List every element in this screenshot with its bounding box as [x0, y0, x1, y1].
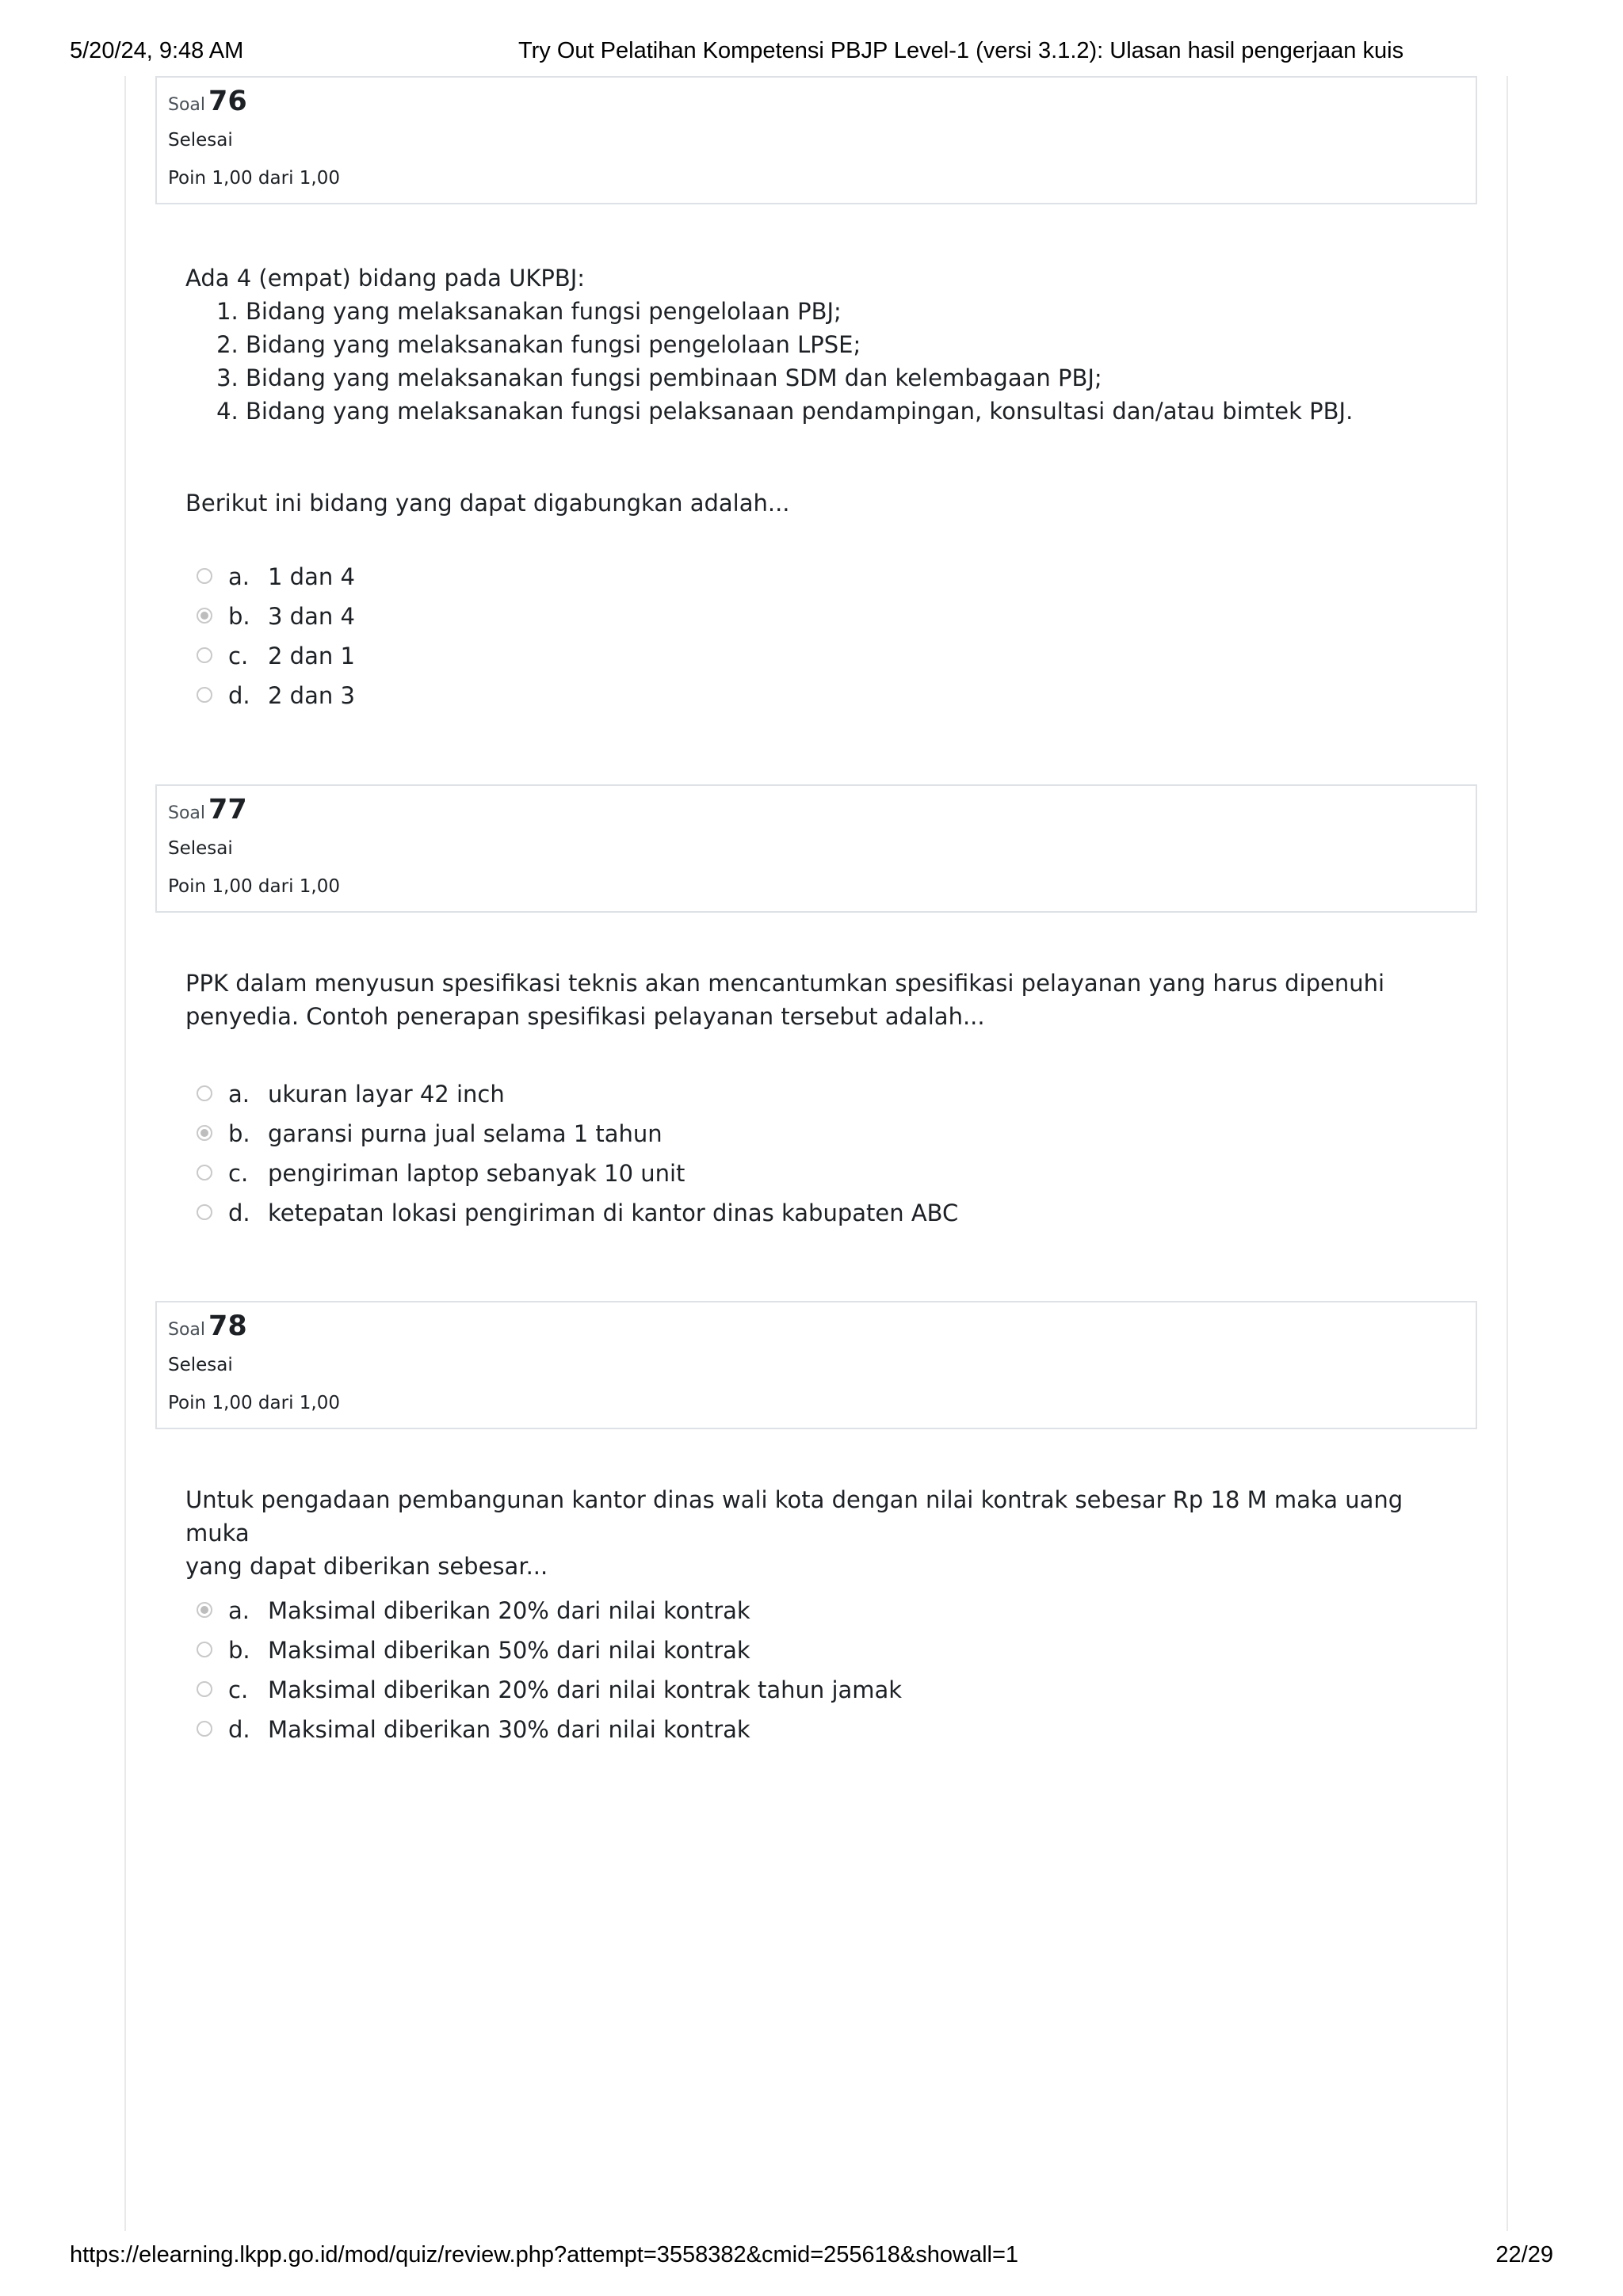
print-datetime: 5/20/24, 9:48 AM	[70, 38, 244, 63]
radio-button[interactable]	[197, 1204, 212, 1220]
print-footer	[70, 2242, 1553, 2274]
question-text	[185, 261, 1445, 520]
question-info	[155, 76, 1477, 204]
radio-button-selected[interactable]	[197, 1602, 212, 1618]
print-page-title: Try Out Pelatihan Kompetensi PBJP Level-1 (versi 3.1.2): Ulasan hasil pengerjaan kuis	[518, 38, 1404, 63]
radio-button[interactable]	[197, 1642, 212, 1657]
question-76: Soal 76 Selesai Poin 1,00 dari 1,00 Ada 4 (empat) bidang pada UKPBJ: 1. Bidang yang melaksanakan fungsi pengelolaan PBJ; 2. Bidang yang melaksanakan fungsi pengelolaan LPSE; 3. Bidang yang melaksanakan fungsi pembinaan SDM dan kelembagaan PBJ; 4. Bidang yang melaksanakan fungsi pelaksanaan pendampingan, konsultasi dan/atau bimtek PBJ. Berikut ini bidang yang dapat digabungkan adalah... a. 1 dan 4 b. 3 dan 4 c. 2 dan 1 d. 2 dan 3	[155, 76, 1477, 734]
question-number	[168, 1310, 247, 1342]
question-prompt-line: yang dapat diberikan sebesar...	[185, 1553, 548, 1580]
question-list	[185, 295, 1445, 428]
question-label: Soal	[168, 1320, 206, 1340]
question-77: Soal 77 Selesai Poin 1,00 dari 1,00 PPK dalam menyusun spesifikasi teknis akan mencantumkan spesifikasi pelayanan yang harus dipenuhi penyedia. Contoh penerapan spesifikasi pelayanan tersebut adalah... a. ukuran layar 42 inch b. garansi purna jual selama 1 tahun c. pengiriman laptop sebanyak 10 unit d. ketepatan lokasi pengiriman di kantor dinas kabupaten ABC	[155, 784, 1477, 1260]
question-prompt-line: penyedia. Contoh penerapan spesifikasi pelayanan tersebut adalah...	[185, 1003, 985, 1030]
question-info	[155, 784, 1477, 913]
question-text	[185, 967, 1445, 1033]
radio-button[interactable]	[197, 687, 212, 703]
list-item: 3. Bidang yang melaksanakan fungsi pembinaan SDM dan kelembagaan PBJ;	[246, 361, 1445, 395]
question-info	[155, 1301, 1477, 1429]
question-prompt-line: PPK dalam menyusun spesifikasi teknis akan mencantumkan spesifikasi pelayanan yang harus dipenuhi	[185, 970, 1385, 997]
print-header	[70, 38, 1553, 70]
list-item: 1. Bidang yang melaksanakan fungsi pengelolaan PBJ;	[246, 295, 1445, 328]
question-78: Soal 78 Selesai Poin 1,00 dari 1,00 Untuk pengadaan pembangunan kantor dinas wali kota dengan nilai kontrak sebesar Rp 18 M maka uang muka yang dapat diberikan sebesar... a. Maksimal diberikan 20% dari nilai kontrak b. Maksimal diberikan 50% dari nilai kontrak c. Maksimal diberikan 20% dari nilai kontrak tahun jamak d. Maksimal diberikan 30% dari nilai kontrak	[155, 1301, 1477, 1776]
question-intro: Ada 4 (empat) bidang pada UKPBJ:	[185, 265, 586, 292]
list-item: 4. Bidang yang melaksanakan fungsi pelaksanaan pendampingan, konsultasi dan/atau bimtek PBJ.	[246, 395, 1445, 428]
list-item: 2. Bidang yang melaksanakan fungsi pengelolaan LPSE;	[246, 328, 1445, 361]
page-border-right	[1507, 76, 1508, 2231]
question-prompt-line: Untuk pengadaan pembangunan kantor dinas wali kota dengan nilai kontrak sebesar Rp 18 M maka uang muka	[185, 1486, 1403, 1547]
print-url: https://elearning.lkpp.go.id/mod/quiz/review.php?attempt=3558382&cmid=255618&showall=1	[70, 2242, 1019, 2267]
question-grade: Poin 1,00 dari 1,00	[168, 876, 340, 897]
question-label: Soal	[168, 95, 206, 115]
question-number-value: 78	[208, 1310, 247, 1342]
question-number	[168, 794, 247, 826]
question-state: Selesai	[168, 838, 233, 859]
page-number: 22/29	[1495, 2242, 1553, 2267]
radio-button[interactable]	[197, 1165, 212, 1180]
question-label: Soal	[168, 803, 206, 823]
radio-button[interactable]	[197, 1681, 212, 1697]
question-grade: Poin 1,00 dari 1,00	[168, 1393, 340, 1413]
question-number	[168, 86, 247, 117]
question-state: Selesai	[168, 130, 233, 151]
radio-button-selected[interactable]	[197, 608, 212, 624]
radio-button-selected[interactable]	[197, 1125, 212, 1141]
question-number-value: 76	[208, 86, 247, 117]
radio-button[interactable]	[197, 647, 212, 663]
page-border-left	[124, 76, 126, 2231]
question-state: Selesai	[168, 1355, 233, 1375]
radio-button[interactable]	[197, 1721, 212, 1737]
radio-button[interactable]	[197, 1085, 212, 1101]
question-text	[185, 1483, 1445, 1583]
question-prompt: Berikut ini bidang yang dapat digabungkan adalah...	[185, 490, 790, 517]
question-grade: Poin 1,00 dari 1,00	[168, 168, 340, 189]
radio-button[interactable]	[197, 568, 212, 584]
question-number-value: 77	[208, 794, 247, 826]
